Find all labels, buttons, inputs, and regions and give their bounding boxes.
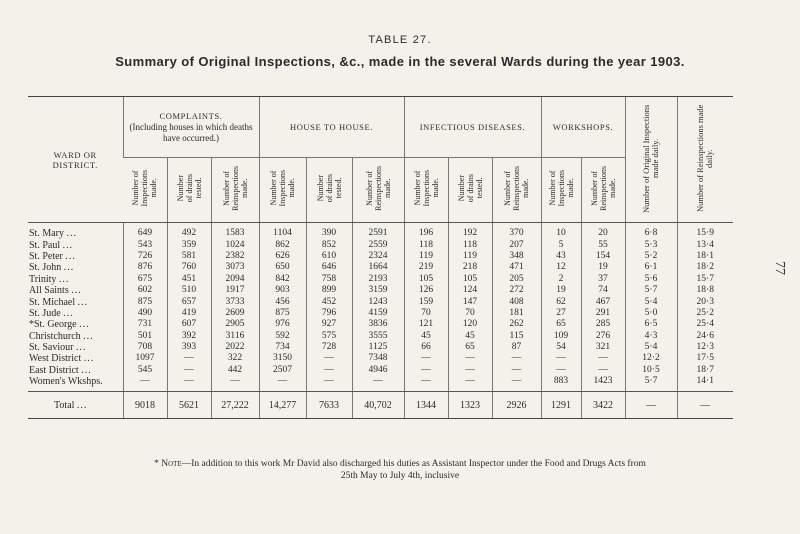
value-cell: —: [352, 376, 404, 392]
value-cell: 7348: [352, 353, 404, 364]
value-cell: 27,222: [211, 392, 259, 419]
value-cell: 105: [448, 274, 492, 285]
value-cell: 115: [492, 331, 541, 342]
value-cell: 728: [306, 342, 352, 353]
value-cell: 2507: [259, 365, 306, 376]
value-cell: 852: [306, 239, 352, 250]
value-cell: 1323: [448, 392, 492, 419]
ward-cell: [28, 342, 123, 353]
value-cell: —: [167, 365, 211, 376]
infectious-header: INFECTIOUS DISEASES.: [404, 97, 541, 158]
value-cell: —: [404, 376, 448, 392]
value-cell: 70: [404, 308, 448, 319]
value-cell: 545: [123, 365, 167, 376]
value-cell: 118: [404, 239, 448, 250]
value-cell: 602: [123, 285, 167, 296]
value-cell: 12: [541, 262, 581, 273]
value-cell: 501: [123, 331, 167, 342]
value-cell: 25·2: [677, 308, 733, 319]
value-cell: —: [492, 353, 541, 364]
workshops-header: WORKSHOPS.: [541, 97, 625, 158]
value-cell: 12·2: [625, 353, 677, 364]
leader-dots: ...: [63, 307, 74, 319]
value-cell: 119: [404, 251, 448, 262]
value-cell: 1664: [352, 262, 404, 273]
value-cell: 5·7: [625, 376, 677, 392]
value-cell: 592: [259, 331, 306, 342]
value-cell: 5621: [167, 392, 211, 419]
value-cell: 575: [306, 331, 352, 342]
value-cell: 903: [259, 285, 306, 296]
ward-name: St. Mary: [29, 228, 64, 240]
value-cell: 2591: [352, 223, 404, 240]
ward-name: St. Michael: [29, 296, 76, 308]
ward-name: West District: [29, 353, 82, 365]
value-cell: 1024: [211, 239, 259, 250]
value-cell: —: [625, 392, 677, 419]
value-cell: 17·5: [677, 353, 733, 364]
value-cell: 118: [448, 239, 492, 250]
value-cell: 2324: [352, 251, 404, 262]
value-cell: 10·5: [625, 365, 677, 376]
value-cell: —: [541, 353, 581, 364]
value-cell: —: [211, 376, 259, 392]
table-body: [28, 223, 733, 419]
ward-name: St. John: [29, 262, 62, 274]
ward-header: WARD OR DISTRICT.: [28, 97, 123, 223]
leader-dots: ...: [63, 262, 75, 274]
ward-cell: [28, 392, 123, 419]
value-cell: 20·3: [677, 296, 733, 307]
value-cell: 390: [306, 223, 352, 240]
value-cell: 657: [167, 296, 211, 307]
value-cell: 37: [581, 274, 625, 285]
value-cell: 650: [259, 262, 306, 273]
value-cell: 12·3: [677, 342, 733, 353]
footnote-line1: —In addition to this work Mr David also discharged his duties as Assistant Inspector under the Food and Drugs Acts from: [181, 459, 646, 469]
value-cell: —: [404, 365, 448, 376]
ward-name: *St. George: [29, 319, 77, 331]
workshops-insp-header: Number of Inspections made.: [541, 158, 581, 223]
value-cell: 708: [123, 342, 167, 353]
value-cell: 65: [541, 319, 581, 330]
value-cell: 3733: [211, 296, 259, 307]
value-cell: 10: [541, 223, 581, 240]
leader-dots: ...: [81, 364, 92, 376]
value-cell: 467: [581, 296, 625, 307]
value-cell: 121: [404, 319, 448, 330]
value-cell: 492: [167, 223, 211, 240]
value-cell: 675: [123, 274, 167, 285]
value-cell: 760: [167, 262, 211, 273]
ward-cell: [28, 365, 123, 376]
value-cell: 27: [541, 308, 581, 319]
value-cell: 291: [581, 308, 625, 319]
value-cell: 105: [404, 274, 448, 285]
value-cell: 13·4: [677, 239, 733, 250]
table-row: [28, 262, 733, 273]
value-cell: 883: [541, 376, 581, 392]
value-cell: 731: [123, 319, 167, 330]
value-cell: 285: [581, 319, 625, 330]
value-cell: 876: [123, 262, 167, 273]
value-cell: 1125: [352, 342, 404, 353]
leader-dots: ...: [65, 250, 76, 262]
value-cell: 65: [448, 342, 492, 353]
table-row: [28, 251, 733, 262]
table-title: Summary of Original Inspections, &c., made in the several Wards during the year 1903.: [115, 54, 685, 69]
value-cell: 862: [259, 239, 306, 250]
value-cell: 15·9: [677, 223, 733, 240]
value-cell: —: [581, 353, 625, 364]
table-row: [28, 392, 733, 419]
value-cell: 1104: [259, 223, 306, 240]
value-cell: 456: [259, 296, 306, 307]
value-cell: —: [167, 353, 211, 364]
reinsp-daily-header: Number of Reinspections made daily.: [677, 97, 733, 223]
value-cell: 192: [448, 223, 492, 240]
value-cell: 796: [306, 308, 352, 319]
table-row: [28, 331, 733, 342]
table-row: [28, 365, 733, 376]
value-cell: 62: [541, 296, 581, 307]
value-cell: 1917: [211, 285, 259, 296]
value-cell: 55: [581, 239, 625, 250]
ward-cell: [28, 285, 123, 296]
ward-name: St. Paul: [29, 239, 61, 251]
ward-name: Trinity: [29, 273, 57, 285]
leader-dots: ...: [83, 353, 95, 365]
value-cell: 2559: [352, 239, 404, 250]
value-cell: 370: [492, 223, 541, 240]
value-cell: 40,702: [352, 392, 404, 419]
ward-cell: [28, 308, 123, 319]
value-cell: 19: [581, 262, 625, 273]
table-row: [28, 274, 733, 285]
value-cell: 452: [306, 296, 352, 307]
value-cell: —: [492, 376, 541, 392]
value-cell: 5·3: [625, 239, 677, 250]
value-cell: 14,277: [259, 392, 306, 419]
value-cell: 626: [259, 251, 306, 262]
value-cell: 581: [167, 251, 211, 262]
value-cell: 4·3: [625, 331, 677, 342]
table-label: TABLE 27.: [368, 34, 432, 46]
footnote: [0, 458, 800, 482]
value-cell: 2905: [211, 319, 259, 330]
value-cell: 205: [492, 274, 541, 285]
value-cell: 2382: [211, 251, 259, 262]
value-cell: 5·0: [625, 308, 677, 319]
workshops-reinsp-header: Number of Reinspections made.: [581, 158, 625, 223]
value-cell: 70: [448, 308, 492, 319]
table-row: [28, 223, 733, 240]
infectious-reinsp-header: Number of Reinspections made.: [492, 158, 541, 223]
value-cell: 15·7: [677, 274, 733, 285]
table-row: [28, 353, 733, 364]
ward-name: Total: [54, 399, 75, 411]
ward-cell: [28, 239, 123, 250]
value-cell: 45: [448, 331, 492, 342]
ward-cell: [28, 331, 123, 342]
table-row: [28, 285, 733, 296]
table-row: [28, 296, 733, 307]
ward-name: St. Saviour: [29, 342, 74, 354]
value-cell: 159: [404, 296, 448, 307]
house-reinsp-header: Number of Reinspections made.: [352, 158, 404, 223]
value-cell: —: [259, 376, 306, 392]
value-cell: 451: [167, 274, 211, 285]
value-cell: 842: [259, 274, 306, 285]
ward-cell: [28, 296, 123, 307]
value-cell: —: [404, 353, 448, 364]
value-cell: —: [448, 353, 492, 364]
value-cell: 348: [492, 251, 541, 262]
value-cell: —: [677, 392, 733, 419]
leader-dots: ...: [71, 285, 82, 297]
value-cell: 45: [404, 331, 448, 342]
value-cell: 9018: [123, 392, 167, 419]
value-cell: 875: [259, 308, 306, 319]
value-cell: —: [448, 376, 492, 392]
leader-dots: ...: [76, 399, 88, 411]
value-cell: 2094: [211, 274, 259, 285]
leader-dots: ...: [58, 273, 70, 285]
value-cell: 66: [404, 342, 448, 353]
value-cell: 119: [448, 251, 492, 262]
value-cell: 3555: [352, 331, 404, 342]
ward-cell: [28, 376, 123, 392]
value-cell: 181: [492, 308, 541, 319]
value-cell: 976: [259, 319, 306, 330]
value-cell: 20: [581, 223, 625, 240]
value-cell: 2: [541, 274, 581, 285]
value-cell: 219: [404, 262, 448, 273]
value-cell: 18·8: [677, 285, 733, 296]
ward-name: All Saints: [29, 285, 69, 297]
value-cell: 2193: [352, 274, 404, 285]
value-cell: 392: [167, 331, 211, 342]
value-cell: —: [167, 376, 211, 392]
house-insp-header: Number of Inspections made.: [259, 158, 306, 223]
value-cell: 543: [123, 239, 167, 250]
value-cell: 1243: [352, 296, 404, 307]
table-row: [28, 308, 733, 319]
leader-dots: ...: [66, 228, 77, 240]
value-cell: 5·4: [625, 296, 677, 307]
ward-cell: [28, 223, 123, 240]
value-cell: 442: [211, 365, 259, 376]
value-cell: 2609: [211, 308, 259, 319]
table-row: [28, 319, 733, 330]
value-cell: 490: [123, 308, 167, 319]
ward-cell: [28, 274, 123, 285]
value-cell: 18·7: [677, 365, 733, 376]
value-cell: 2926: [492, 392, 541, 419]
complaints-insp-header: Number of Inspections made.: [123, 158, 167, 223]
value-cell: 1583: [211, 223, 259, 240]
leader-dots: ...: [77, 296, 89, 308]
inspections-table: [28, 96, 733, 419]
ward-cell: [28, 319, 123, 330]
ward-name: Christchurch: [29, 330, 81, 342]
complaints-title: COMPLAINTS.: [159, 110, 223, 121]
value-cell: 646: [306, 262, 352, 273]
value-cell: 126: [404, 285, 448, 296]
value-cell: 124: [448, 285, 492, 296]
value-cell: 218: [448, 262, 492, 273]
value-cell: 322: [211, 353, 259, 364]
value-cell: 419: [167, 308, 211, 319]
value-cell: —: [448, 365, 492, 376]
house-to-house-header: HOUSE TO HOUSE.: [259, 97, 404, 158]
footnote-mark: *: [154, 459, 159, 469]
value-cell: 359: [167, 239, 211, 250]
value-cell: 6·8: [625, 223, 677, 240]
ward-name: Women's Wkshps.: [29, 376, 103, 388]
value-cell: 87: [492, 342, 541, 353]
value-cell: 3159: [352, 285, 404, 296]
value-cell: 510: [167, 285, 211, 296]
value-cell: 726: [123, 251, 167, 262]
value-cell: 1423: [581, 376, 625, 392]
value-cell: 196: [404, 223, 448, 240]
ward-cell: [28, 251, 123, 262]
value-cell: 6·1: [625, 262, 677, 273]
complaints-reinsp-header: Number of Reinspections made.: [211, 158, 259, 223]
value-cell: 24·6: [677, 331, 733, 342]
value-cell: 5·6: [625, 274, 677, 285]
ward-name: East District: [29, 364, 79, 376]
infectious-drains-header: Number of drains tested.: [448, 158, 492, 223]
table-row: [28, 239, 733, 250]
value-cell: 3422: [581, 392, 625, 419]
value-cell: 734: [259, 342, 306, 353]
ward-cell: [28, 262, 123, 273]
house-drains-header: Number of drains tested.: [306, 158, 352, 223]
value-cell: 1097: [123, 353, 167, 364]
value-cell: —: [306, 353, 352, 364]
value-cell: 147: [448, 296, 492, 307]
complaints-subtitle: (Including houses in which deaths have occurred.): [129, 121, 253, 143]
leader-dots: ...: [79, 319, 90, 331]
value-cell: 4159: [352, 308, 404, 319]
leader-dots: ...: [62, 239, 74, 251]
value-cell: 5·4: [625, 342, 677, 353]
value-cell: —: [492, 365, 541, 376]
ward-name: St. Jude: [29, 307, 61, 319]
value-cell: 3073: [211, 262, 259, 273]
value-cell: 3116: [211, 331, 259, 342]
value-cell: 3836: [352, 319, 404, 330]
value-cell: 607: [167, 319, 211, 330]
value-cell: 154: [581, 251, 625, 262]
value-cell: 321: [581, 342, 625, 353]
value-cell: 2022: [211, 342, 259, 353]
value-cell: 74: [581, 285, 625, 296]
value-cell: 408: [492, 296, 541, 307]
value-cell: 1291: [541, 392, 581, 419]
value-cell: 7633: [306, 392, 352, 419]
footnote-note-word: Note: [161, 459, 182, 469]
value-cell: 120: [448, 319, 492, 330]
value-cell: 471: [492, 262, 541, 273]
value-cell: 899: [306, 285, 352, 296]
leader-dots: ...: [83, 330, 94, 342]
infectious-insp-header: Number of Inspections made.: [404, 158, 448, 223]
value-cell: 18·2: [677, 262, 733, 273]
value-cell: 5: [541, 239, 581, 250]
ward-name: St. Peter: [29, 250, 63, 262]
value-cell: 3150: [259, 353, 306, 364]
value-cell: —: [306, 376, 352, 392]
complaints-drains-header: Number of drains tested.: [167, 158, 211, 223]
value-cell: 758: [306, 274, 352, 285]
value-cell: 393: [167, 342, 211, 353]
value-cell: 54: [541, 342, 581, 353]
value-cell: 5·2: [625, 251, 677, 262]
value-cell: 1344: [404, 392, 448, 419]
value-cell: 610: [306, 251, 352, 262]
table-row: [28, 376, 733, 392]
value-cell: 6·5: [625, 319, 677, 330]
value-cell: 14·1: [677, 376, 733, 392]
value-cell: 272: [492, 285, 541, 296]
value-cell: 207: [492, 239, 541, 250]
table-row: [28, 342, 733, 353]
value-cell: 276: [581, 331, 625, 342]
ward-cell: [28, 353, 123, 364]
value-cell: 43: [541, 251, 581, 262]
leader-dots: ...: [75, 342, 87, 354]
value-cell: 262: [492, 319, 541, 330]
page-number: 77: [772, 261, 787, 275]
orig-daily-header: Number of Original Inspections made daily.: [625, 97, 677, 223]
value-cell: 25·4: [677, 319, 733, 330]
value-cell: —: [306, 365, 352, 376]
complaints-header: [123, 97, 259, 158]
footnote-line2: 25th May to July 4th, inclusive: [340, 471, 460, 481]
value-cell: 649: [123, 223, 167, 240]
value-cell: —: [581, 365, 625, 376]
value-cell: 109: [541, 331, 581, 342]
value-cell: 4946: [352, 365, 404, 376]
value-cell: 5·7: [625, 285, 677, 296]
value-cell: 18·1: [677, 251, 733, 262]
value-cell: 927: [306, 319, 352, 330]
value-cell: —: [123, 376, 167, 392]
value-cell: —: [541, 365, 581, 376]
value-cell: 875: [123, 296, 167, 307]
value-cell: 19: [541, 285, 581, 296]
